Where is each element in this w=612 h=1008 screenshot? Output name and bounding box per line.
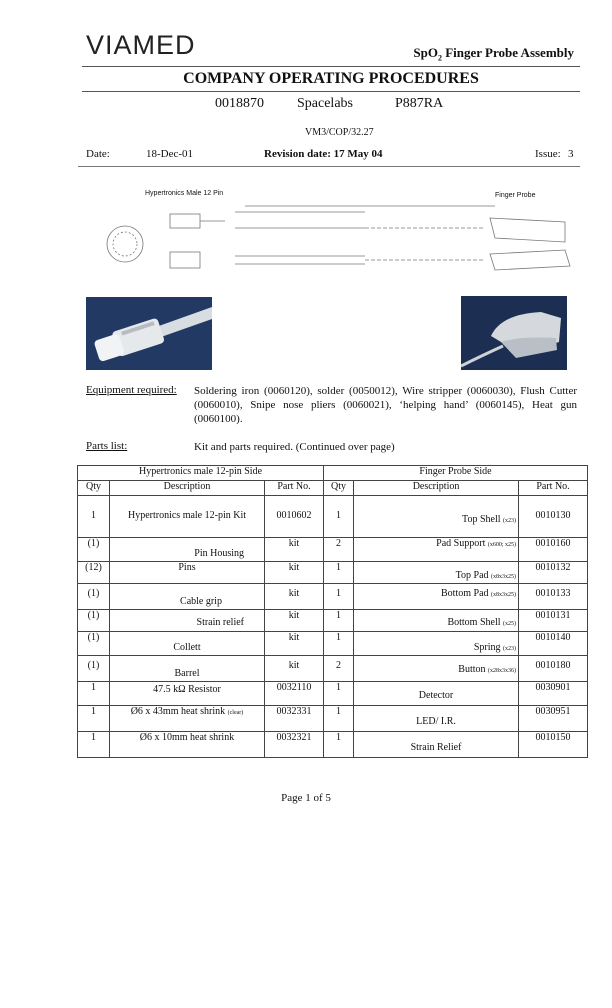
description-cell: Pad Support (x600; x25) — [354, 538, 519, 562]
qty-cell: 1 — [78, 682, 110, 706]
table-row — [78, 682, 588, 706]
right-group-header: Finger Probe Side — [324, 466, 588, 481]
revision-date: Revision date: 17 May 04 — [264, 148, 383, 160]
qty-cell: (12) — [78, 562, 110, 584]
header-divider — [78, 166, 580, 167]
procedures-banner: COMPANY OPERATING PROCEDURES — [82, 66, 580, 92]
part-no-cell: 0010150 — [519, 732, 588, 758]
date-value: 18-Dec-01 — [146, 148, 194, 160]
part-no-cell: 0032321 — [265, 732, 324, 758]
equipment-text: Soldering iron (0060120), solder (0050012), Wire stripper (0060030), Flush Cutter (0060010), Snipe nose pliers (0060021), ‘helping hand’ (0060145), Heat gun (0060100). — [194, 385, 577, 425]
qty-cell: 1 — [324, 562, 354, 584]
part-no-cell: kit — [265, 562, 324, 584]
qty-cell: 1 — [324, 610, 354, 632]
parts-text: Kit and parts required. (Continued over page) — [194, 441, 395, 453]
qty-cell: 1 — [324, 732, 354, 758]
description-cell: Detector — [354, 682, 519, 706]
qty-cell: 1 — [324, 496, 354, 538]
qty-cell: 1 — [324, 682, 354, 706]
diagram-right-label: Finger Probe — [495, 192, 536, 199]
part-no-cell: kit — [265, 584, 324, 610]
part-no-cell: 0010180 — [519, 656, 588, 682]
model-number: P887RA — [395, 96, 444, 111]
qty-cell: 2 — [324, 538, 354, 562]
part-no-cell: 0010130 — [519, 496, 588, 538]
part-no-cell: 0030951 — [519, 706, 588, 732]
finger-probe-photo — [461, 296, 567, 370]
part-no-cell: 0010133 — [519, 584, 588, 610]
table-row — [78, 562, 588, 584]
part-no-cell: kit — [265, 538, 324, 562]
equipment-label: Equipment required: — [86, 384, 177, 396]
description-cell: LED/ I.R. — [354, 706, 519, 732]
qty-cell: (1) — [78, 584, 110, 610]
qty-cell: 1 — [324, 706, 354, 732]
part-no-cell: 0010132 — [519, 562, 588, 584]
manufacturer: Spacelabs — [297, 96, 353, 111]
part-no-cell: 0010602 — [265, 496, 324, 538]
description-cell: Hypertronics male 12-pin Kit — [110, 496, 265, 538]
description-cell: Strain Relief — [354, 732, 519, 758]
assembly-diagram — [95, 198, 575, 290]
description-cell: 47.5 kΩ Resistor — [110, 682, 265, 706]
issue-value: 3 — [568, 148, 574, 160]
description-cell: Pin Housing — [110, 538, 265, 562]
part-no-cell: 0030901 — [519, 682, 588, 706]
description-cell: Ø6 x 10mm heat shrink — [110, 732, 265, 758]
qty-cell: (1) — [78, 656, 110, 682]
qty-cell: 1 — [324, 584, 354, 610]
qty-cell: (1) — [78, 610, 110, 632]
description-cell: Pins — [110, 562, 265, 584]
left-group-header: Hypertronics male 12-pin Side — [78, 466, 324, 481]
col-description: Description — [110, 481, 265, 496]
qty-cell: 1 — [78, 706, 110, 732]
qty-cell: 1 — [324, 632, 354, 656]
col-qty: Qty — [324, 481, 354, 496]
description-cell: Cable grip — [110, 584, 265, 610]
table-row — [78, 496, 588, 538]
qty-cell: (1) — [78, 538, 110, 562]
description-cell: Barrel — [110, 656, 265, 682]
description-cell: Bottom Pad (x8x3x25) — [354, 584, 519, 610]
description-cell: Collett — [110, 632, 265, 656]
description-cell: Bottom Shell (x25) — [354, 610, 519, 632]
part-no-cell: kit — [265, 656, 324, 682]
table-row — [78, 610, 588, 632]
parts-label: Parts list: — [86, 440, 128, 452]
col-part-no: Part No. — [265, 481, 324, 496]
qty-cell: 1 — [78, 496, 110, 538]
description-cell: Spring (x23) — [354, 632, 519, 656]
part-no-cell: kit — [265, 632, 324, 656]
company-logo: VIAMED — [86, 30, 196, 60]
table-row — [78, 656, 588, 682]
description-cell: Ø6 x 43mm heat shrink (clear) — [110, 706, 265, 732]
description-cell: Button (x28x3x36) — [354, 656, 519, 682]
part-no-cell: 0010160 — [519, 538, 588, 562]
date-label: Date: — [86, 148, 110, 160]
qty-cell: (1) — [78, 632, 110, 656]
table-row — [78, 584, 588, 610]
col-part-no: Part No. — [519, 481, 588, 496]
col-qty: Qty — [78, 481, 110, 496]
part-no-cell: 0032110 — [265, 682, 324, 706]
connector-photo — [86, 297, 212, 370]
description-cell: Top Shell (x23) — [354, 496, 519, 538]
part-no-cell: 0010140 — [519, 632, 588, 656]
qty-cell: 1 — [78, 732, 110, 758]
col-description: Description — [354, 481, 519, 496]
diagram-left-label: Hypertronics Male 12 Pin — [145, 190, 224, 197]
table-row — [78, 632, 588, 656]
description-cell: Top Pad (x8x3x25) — [354, 562, 519, 584]
part-no-cell: 0010131 — [519, 610, 588, 632]
parts-table — [77, 465, 588, 758]
page-number: Page 1 of 5 — [281, 792, 331, 804]
issue-label: Issue: — [535, 148, 561, 160]
part-no-cell: 0032331 — [265, 706, 324, 732]
table-row — [78, 706, 588, 732]
product-code: 0018870 — [215, 96, 264, 111]
part-no-cell: kit — [265, 610, 324, 632]
document-reference: VM3/COP/32.27 — [305, 127, 374, 138]
description-cell: Strain relief — [110, 610, 265, 632]
table-row — [78, 732, 588, 758]
document-title: SpO$_2$ Finger Probe Assembly — [413, 45, 574, 63]
qty-cell: 2 — [324, 656, 354, 682]
table-row — [78, 538, 588, 562]
